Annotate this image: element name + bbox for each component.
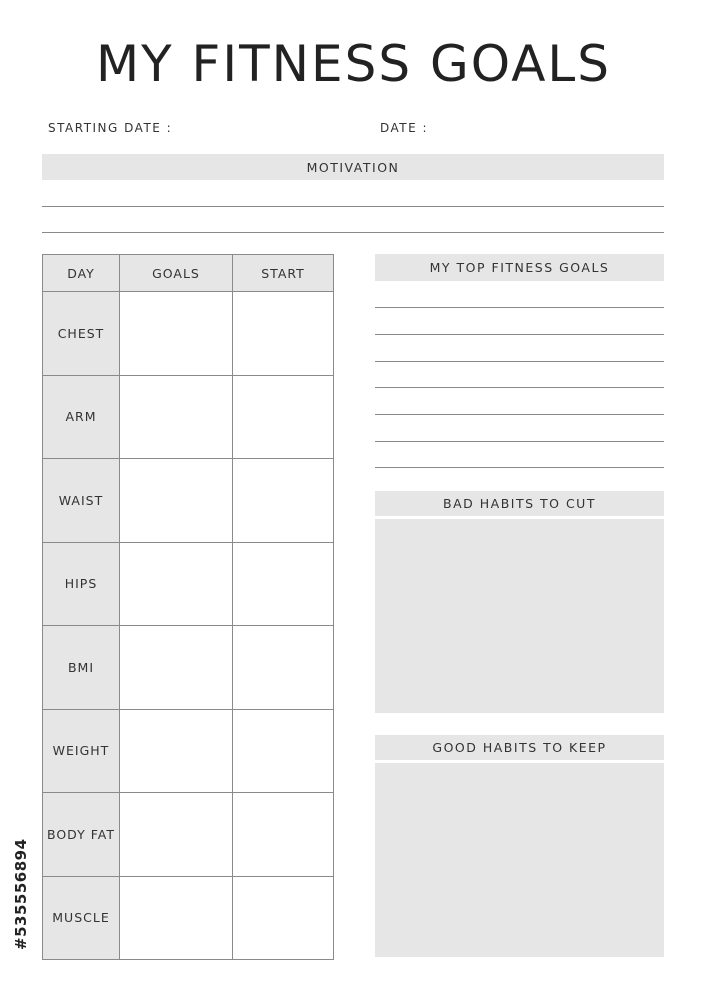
day-cell: HIPS bbox=[43, 542, 120, 626]
start-cell[interactable] bbox=[233, 793, 334, 877]
table-row bbox=[43, 292, 334, 376]
column-header-start: START bbox=[233, 255, 334, 292]
motivation-line[interactable] bbox=[42, 206, 664, 207]
starting-date-label: STARTING DATE : bbox=[48, 121, 173, 135]
goals-cell[interactable] bbox=[120, 626, 233, 710]
page-title: MY FITNESS GOALS bbox=[95, 35, 611, 93]
start-cell[interactable] bbox=[233, 709, 334, 793]
table-row bbox=[43, 626, 334, 710]
table-header-row bbox=[43, 255, 334, 292]
day-cell: CHEST bbox=[43, 292, 120, 376]
start-cell[interactable] bbox=[233, 626, 334, 710]
day-cell: WEIGHT bbox=[43, 709, 120, 793]
date-label: DATE : bbox=[380, 121, 429, 135]
top-goals-line[interactable] bbox=[375, 307, 664, 308]
goals-cell[interactable] bbox=[120, 459, 233, 543]
start-cell[interactable] bbox=[233, 292, 334, 376]
top-goals-line[interactable] bbox=[375, 467, 664, 468]
goals-cell[interactable] bbox=[120, 542, 233, 626]
motivation-label: MOTIVATION bbox=[306, 159, 400, 175]
column-header-goals: GOALS bbox=[120, 255, 233, 292]
goals-cell[interactable] bbox=[120, 876, 233, 960]
goals-cell[interactable] bbox=[120, 292, 233, 376]
top-goals-line[interactable] bbox=[375, 334, 664, 335]
measurement-table bbox=[42, 254, 334, 960]
goals-cell[interactable] bbox=[120, 793, 233, 877]
bad-habits-header bbox=[375, 491, 664, 516]
stock-id-watermark: #535556894 bbox=[12, 838, 30, 950]
motivation-header bbox=[42, 154, 664, 180]
top-goals-line[interactable] bbox=[375, 414, 664, 415]
table-row bbox=[43, 876, 334, 960]
motivation-line[interactable] bbox=[42, 232, 664, 233]
start-cell[interactable] bbox=[233, 375, 334, 459]
start-cell[interactable] bbox=[233, 542, 334, 626]
start-cell[interactable] bbox=[233, 876, 334, 960]
day-cell: WAIST bbox=[43, 459, 120, 543]
good-habits-box[interactable] bbox=[375, 763, 664, 957]
table-row bbox=[43, 542, 334, 626]
top-goals-line[interactable] bbox=[375, 387, 664, 388]
goals-cell[interactable] bbox=[120, 709, 233, 793]
day-cell: BODY FAT bbox=[43, 793, 120, 877]
good-habits-label: GOOD HABITS TO KEEP bbox=[432, 740, 607, 755]
top-goals-label: MY TOP FITNESS GOALS bbox=[429, 260, 610, 275]
top-goals-line[interactable] bbox=[375, 361, 664, 362]
bad-habits-label: BAD HABITS TO CUT bbox=[443, 496, 596, 511]
good-habits-header bbox=[375, 735, 664, 760]
day-cell: BMI bbox=[43, 626, 120, 710]
top-goals-header bbox=[375, 254, 664, 281]
bad-habits-box[interactable] bbox=[375, 519, 664, 713]
day-cell: MUSCLE bbox=[43, 876, 120, 960]
table-row bbox=[43, 459, 334, 543]
table-row bbox=[43, 709, 334, 793]
day-cell: ARM bbox=[43, 375, 120, 459]
start-cell[interactable] bbox=[233, 459, 334, 543]
top-goals-line[interactable] bbox=[375, 441, 664, 442]
column-header-day: DAY bbox=[43, 255, 120, 292]
table-row bbox=[43, 375, 334, 459]
goals-cell[interactable] bbox=[120, 375, 233, 459]
table-row bbox=[43, 793, 334, 877]
